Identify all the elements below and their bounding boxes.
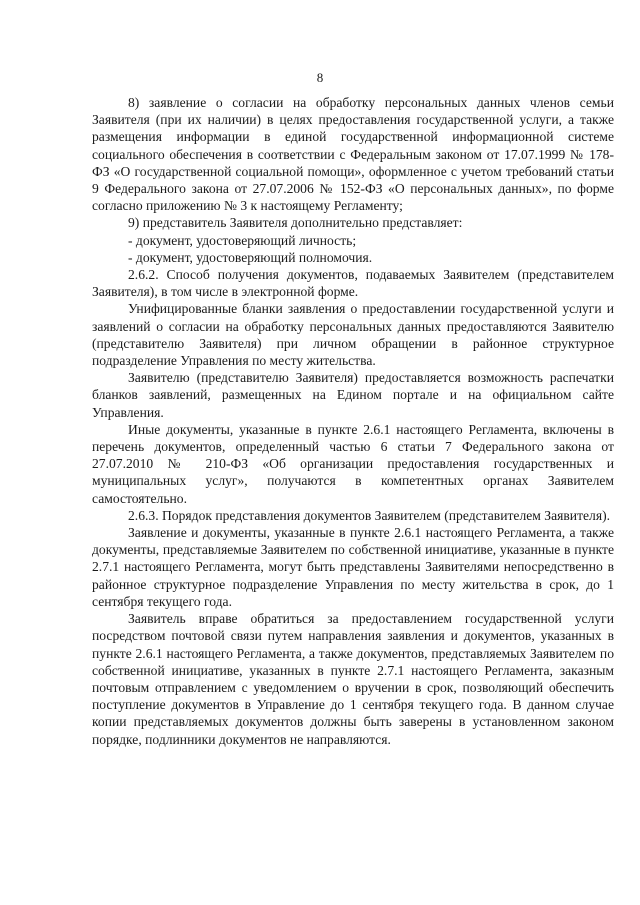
section-heading-2-6-3: 2.6.3. Порядок представления документов Заявителем (представителем Заявителя). (128, 507, 611, 523)
paragraph-item-8: 8) заявление о согласии на обработку персональных данных членов семьи Заявителя (при их наличии) в целях предоставления государственной услуги, а также размещения информации в единой государственной информационной системе социального обеспечения в соответствии с Федеральным законом от 17.07.1999 № 178-ФЗ «О государственной социальной помощи», оформленное с учетом требований статьи 9 Федерального закона от 27.07.2006 № 152-ФЗ «О персональных данных», по форме согласно приложению № 3 к настоящему Регламенту; (92, 95, 614, 214)
paragraph-print-forms: Заявителю (представителю Заявителя) предоставляется возможность распечатки бланков заявлений, размещенных на Едином портале и на официальном сайте Управления. (92, 370, 614, 420)
paragraph-item-9: 9) представитель Заявителя дополнительно представляет: (128, 215, 463, 231)
page-number: 8 (316, 70, 324, 85)
list-item-identity-document: - документ, удостоверяющий личность; (128, 232, 357, 248)
paragraph-submission-in-person: Заявление и документы, указанные в пункте 2.6.1 настоящего Регламента, а также документы, представляемые Заявителем по собственной инициативе, указанные в пункте 2.7.1 настоящего Регламента, могут быть представлены Заявителями непосредственно в районное структурное подразделение Управления по месту жительства в срок, до 1 сентября текущего года. (92, 525, 614, 609)
paragraph-unified-forms: Унифицированные бланки заявления о предоставлении государственной услуги и заявлений о согласии на обработку персональных данных предоставляются Заявителю (представителю Заявителя) при личном обращении в районное структурное подразделение Управления по месту жительства. (92, 301, 614, 369)
paragraph-other-documents: Иные документы, указанные в пункте 2.6.1 настоящего Регламента, включены в перечень документов, определенный частью 6 статьи 7 Федерального закона от 27.07.2010 № 210-ФЗ «Об организации предоставления государственных и муниципальных услуг», получаются в компетентных органах Заявителем самостоятельно. (92, 421, 614, 506)
document-body (92, 94, 614, 748)
paragraph-submission-by-mail: Заявитель вправе обратиться за предоставлением государственной услуги посредством почтовой связи путем направления заявления и документов, указанных в пункте 2.6.1 настоящего Регламента, а также документов, представляемых Заявителем по собственной инициативе, указанных в пункте 2.7.1 настоящего Регламента, заказным почтовым отправлением с уведомлением о вручении в срок, позволяющий обеспечить поступление документов в Управление до 1 сентября текущего года. В данном случае копии представляемых документов должны быть заверены в установленном законом порядке, подлинники документов не направляются. (92, 611, 614, 747)
section-heading-2-6-2: 2.6.2. Способ получения документов, подаваемых Заявителем (представителем Заявителя), в том числе в электронной форме. (92, 267, 614, 300)
list-item-authority-document: - документ, удостоверяющий полномочия. (128, 249, 373, 265)
